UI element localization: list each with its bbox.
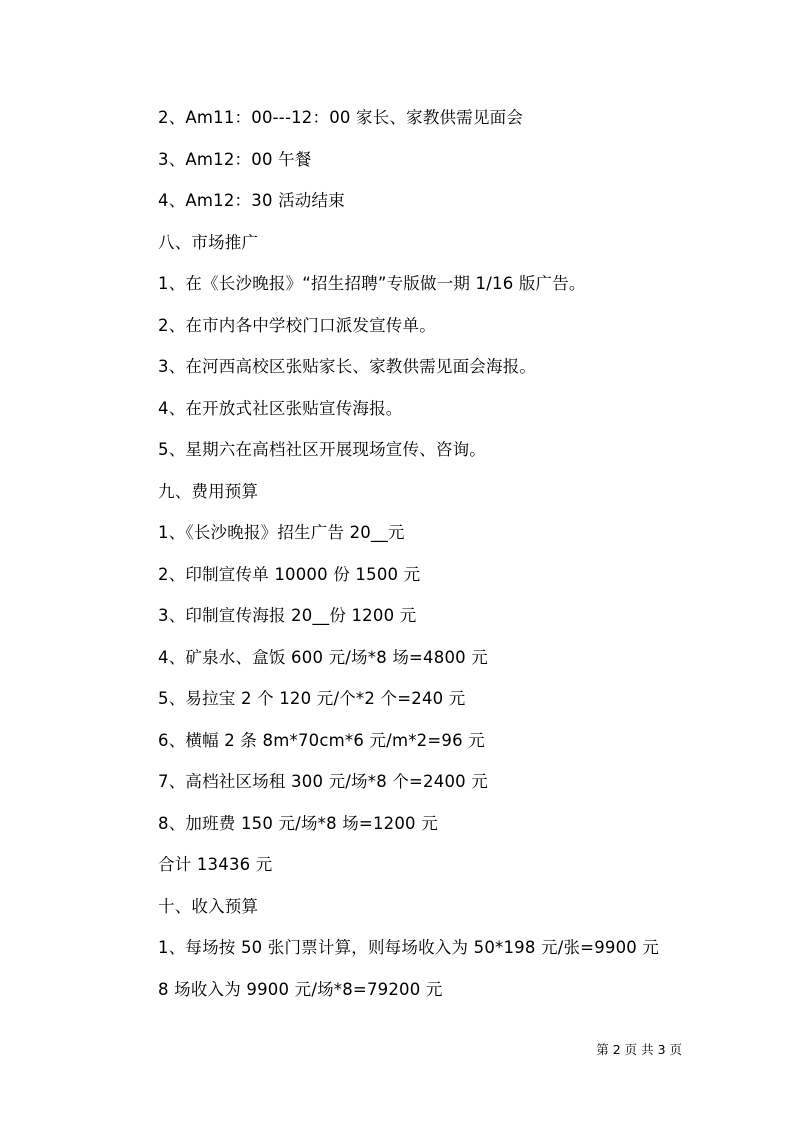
- document-body: [158, 104, 688, 1017]
- budget-item-4: 4、矿泉水、盒饭 600 元/场*8 场=4800 元: [158, 647, 488, 667]
- schedule-item-2: 2、Am11：00---12：00 家长、家教供需见面会: [158, 108, 524, 127]
- marketing-item-2: 2、在市内各中学校门口派发宣传单。: [158, 315, 436, 335]
- schedule-item-3: 3、Am12：00 午餐: [158, 149, 312, 169]
- budget-total: 合计 13436 元: [158, 855, 273, 874]
- marketing-item-3: 3、在河西高校区张贴家长、家教供需见面会海报。: [158, 357, 537, 376]
- budget-item-6: 6、横幅 2 条 8m*70cm*6 元/m*2=96 元: [158, 730, 485, 750]
- budget-item-8: 8、加班费 150 元/场*8 场=1200 元: [158, 813, 438, 833]
- section-heading-marketing: 八、市场推广: [158, 232, 259, 252]
- page-number: 第 2 页 共 3 页: [596, 1042, 682, 1057]
- marketing-item-1: 1、在《长沙晚报》“招生招聘”专版做一期 1/16 版广告。: [158, 274, 586, 293]
- marketing-item-5: 5、星期六在高档社区开展现场宣传、咨询。: [158, 440, 486, 459]
- budget-item-5: 5、易拉宝 2 个 120 元/个*2 个=240 元: [158, 689, 466, 708]
- marketing-item-4: 4、在开放式社区张贴宣传海报。: [158, 398, 403, 418]
- schedule-item-4: 4、Am12：30 活动结束: [158, 191, 345, 210]
- section-heading-income: 十、收入预算: [158, 896, 259, 916]
- budget-item-7: 7、高档社区场租 300 元/场*8 个=2400 元: [158, 772, 488, 791]
- income-item-1: 1、每场按 50 张门票计算，则每场收入为 50*198 元/张=9900 元: [158, 938, 660, 957]
- budget-item-2: 2、印制宣传单 10000 份 1500 元: [158, 564, 421, 584]
- budget-item-3: 3、印制宣传海报 20__份 1200 元: [158, 606, 417, 625]
- budget-item-1: 1、《长沙晚报》招生广告 20__元: [158, 523, 405, 542]
- income-item-2: 8 场收入为 9900 元/场*8=79200 元: [158, 979, 443, 999]
- section-heading-budget: 九、费用预算: [158, 481, 259, 501]
